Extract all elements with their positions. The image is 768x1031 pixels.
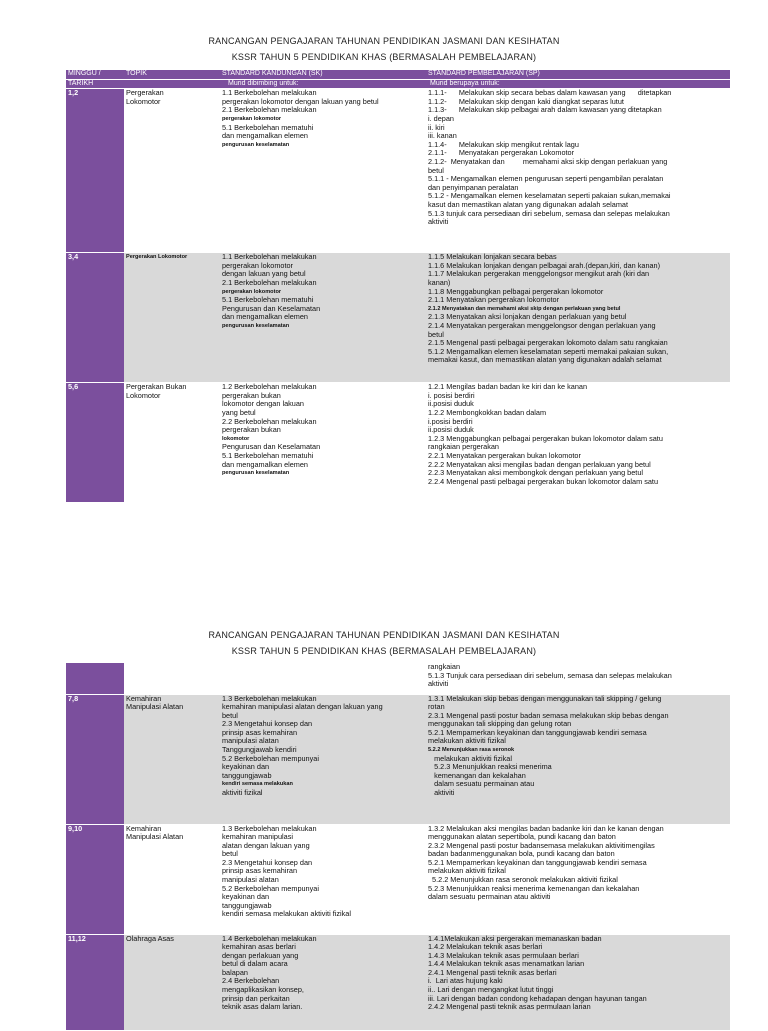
sk-line: kemahiran asas berlari: [222, 942, 296, 952]
week-cell: [66, 89, 124, 253]
week-label: 1,2: [68, 88, 79, 98]
sp-line: aktiviti: [428, 217, 449, 227]
sk-line: balapan: [222, 967, 248, 977]
week-label: 11,12: [68, 934, 86, 943]
table-header-row: [66, 70, 730, 79]
sp-line: memakai kasut, dan memastikan alatan yang digunakan adalah selamat: [428, 355, 662, 365]
header-sp-sub: Murid berupaya untuk:: [426, 79, 730, 89]
sp-line: badan badanmenggunakan bola, pundi kacang dan baton: [428, 849, 615, 859]
sk-line: 5.1 Berkebolehan mematuhi: [222, 450, 314, 460]
sk-line: dengan perlakuan yang: [222, 950, 299, 960]
sp-line: 1.2.2 Membongkokkan badan dalam: [428, 407, 547, 417]
sp-line: menggunakan alatan sepertibola, pundi kacang dan baton: [428, 832, 616, 842]
sp-line: 5.2.3 Menunjukkan reaksi menerima kemenangan dan kekalahan: [428, 883, 640, 893]
sp-line: 1.2.3 Menggabungkan pelbagai pergerakan bukan lokomotor dalam satu: [428, 433, 663, 443]
sk-line: 5.2 Berkebolehan mempunyai: [222, 753, 319, 763]
sp-line: aktiviti: [428, 679, 449, 689]
sk-cell: [220, 694, 426, 824]
sk-cell: [220, 383, 426, 503]
table-row: [66, 383, 730, 503]
sk-line: 5.2 Berkebolehan mempunyai: [222, 883, 319, 893]
sp-line: 2.1.1- Menyatakan pergerakan Lokomotor: [428, 148, 575, 158]
sp-line: melakukan aktiviti fizikal: [428, 736, 506, 746]
sk-line: Pengurusan dan Keselamatan: [222, 442, 321, 452]
sp-line: iii. kanan: [428, 131, 457, 141]
sp-line: dan penyimpanan peralatan: [428, 182, 519, 192]
sk-line: pergerakan lokomotor: [222, 288, 282, 295]
sp-line: 2.2.1 Menyatakan pergerakan bukan lokomotor: [428, 450, 581, 460]
sp-cell: [426, 89, 730, 253]
sk-line: pergerakan lokomotor: [222, 115, 282, 122]
sk-cell: [220, 253, 426, 383]
sp-line: 2.1.3 Menyatakan aksi lonjakan dengan perlakuan yang betul: [428, 312, 627, 322]
topic-line: Lokomotor: [126, 96, 161, 106]
week-cell: [66, 383, 124, 503]
sp-cell: [426, 253, 730, 383]
sp-line: kanan): [428, 277, 451, 287]
page1-title-line1: RANCANGAN PENGAJARAN TAHUNAN PENDIDIKAN JASMANI DAN KESIHATAN: [208, 36, 560, 46]
sk-line: 1.1 Berkebolehan melakukan: [222, 88, 317, 98]
topic-cell: [124, 694, 220, 824]
sp-line: dalam sesuatu permainan atau aktiviti: [428, 892, 551, 902]
sp-line: 1.1.8 Menggabungkan pelbagai pergerakan lokomotor: [428, 286, 604, 296]
page2-title-line2: KSSR TAHUN 5 PENDIDIKAN KHAS (BERMASALAH PEMBELAJARAN): [231, 646, 537, 656]
topic-line: Olahraga Asas: [126, 934, 174, 943]
sk-line: dengan lakuan yang betul: [222, 269, 306, 279]
sp-line: 5.1.3 tunjuk cara persediaan diri sebelum, semasa dan selepas melakukan: [428, 208, 670, 218]
sp-line: 2.1.4 Menyatakan pergerakan menggelongsor dengan perlakuan yang: [428, 320, 656, 330]
sk-line: pergerakan bukan: [222, 425, 281, 435]
sk-line: alatan dengan lakuan yang: [222, 840, 310, 850]
week-label: 5,6: [68, 382, 79, 392]
sk-line: kendiri semasa melakukan: [222, 781, 293, 788]
sp-line: 2.2.4 Mengenal pasti pelbagai pergerakan bukan lokomotor dalam satu: [428, 476, 659, 486]
week-cell: [66, 934, 124, 1030]
sp-line: ii.posisi duduk: [428, 399, 474, 409]
sk-line: 1.1 Berkebolehan melakukan: [222, 252, 317, 262]
sp-line: 2.3.1 Mengenal pasti postur badan semasa melakukan skip bebas dengan: [428, 710, 669, 720]
header-topic: TOPIK: [124, 70, 220, 79]
sk-line: 1.3 Berkebolehan melakukan: [222, 824, 317, 833]
sp-line: melakukan aktiviti fizikal: [428, 753, 512, 763]
sp-line: melakukan aktiviti fizikal: [428, 866, 506, 876]
sp-line: 2.1.1 Menyatakan pergerakan lokomotor: [428, 295, 560, 305]
sp-line: 1.1.1- Melakukan skip secara bebas dalam kawasan yang ditetapkan: [428, 88, 672, 98]
sp-line: 1.1.5 Melakukan lonjakan secara bebas: [428, 252, 557, 262]
sp-line: i. depan: [428, 113, 454, 123]
sp-line: 2.2.3 Menyatakan aksi membongkok dengan perlakuan yang betul: [428, 468, 643, 478]
topic-cell: [124, 663, 220, 694]
sp-line: rangkaian pergerakan: [428, 442, 499, 452]
sp-line: 1.4.3 Melakukan teknik asas permulaan berlari: [428, 950, 579, 960]
sp-line: menggunakan tali skipping dan gelung rotan: [428, 719, 572, 729]
lesson-plan-table-page2: [66, 663, 730, 1031]
topic-line: Pergerakan: [126, 88, 164, 98]
sk-line: kemahiran manipulasi: [222, 832, 293, 842]
sk-line: manipulasi alatan: [222, 736, 279, 746]
sk-line: tanggungjawab: [222, 900, 272, 910]
sp-line: ii.. Lari dengan mengangkat lutut tinggi: [428, 985, 554, 995]
table-row: [66, 89, 730, 253]
sp-line: 2.2.2 Menyatakan aksi mengilas badan dengan perlakuan yang betul: [428, 459, 651, 469]
sp-line: i. posisi berdiri: [428, 390, 475, 400]
sk-line: 1.4 Berkebolehan melakukan: [222, 934, 317, 943]
week-cell: [66, 253, 124, 383]
week-label: 7,8: [68, 694, 79, 703]
topic-cell: [124, 934, 220, 1030]
sp-line: 1.3.2 Melakukan aksi mengilas badan badanke kiri dan ke kanan dengan: [428, 824, 664, 833]
page2-title-line1: RANCANGAN PENGAJARAN TAHUNAN PENDIDIKAN JASMANI DAN KESIHATAN: [208, 630, 560, 640]
week-cell: [66, 694, 124, 824]
topic-line: Pergerakan Lokomotor: [126, 254, 188, 261]
sp-line: 1.3.1 Melakukan skip bebas dengan menggunakan tali skipping / gelung: [428, 694, 662, 703]
sp-line: 2.1.2- Menyatakan dan memahami aksi skip dengan perlakuan yang: [428, 156, 668, 166]
sp-line: i. Lari atas hujung kaki: [428, 976, 503, 986]
sk-line: yang betul: [222, 407, 256, 417]
sp-line: 5.2.1 Mempamerkan keyakinan dan tanggungjawab kendiri semasa: [428, 727, 647, 737]
sp-line: 1.1.2- Melakukan skip dengan kaki diangkat separas lutut: [428, 96, 624, 106]
sp-cell: [426, 934, 730, 1030]
header-sk-sub: Murid dibimbing untuk:: [220, 79, 426, 89]
topic-line: Kemahiran: [126, 694, 162, 703]
table-row: [66, 253, 730, 383]
sk-line: teknik asas dalam larian.: [222, 1002, 303, 1012]
sp-line: betul: [428, 329, 444, 339]
sp-line: 5.1.3 Tunjuk cara persediaan diri sebelum, semasa dan selepas melakukan: [428, 670, 672, 680]
sp-cell: [426, 824, 730, 934]
sk-line: 2.2 Berkebolehan melakukan: [222, 416, 317, 426]
table-row: [66, 934, 730, 1030]
sp-line: 5.2.1 Mempamerkan keyakinan dan tanggungjawab kendiri semasa: [428, 857, 647, 867]
sk-line: betul: [222, 710, 238, 720]
sp-line: 1.2.1 Mengilas badan badan ke kiri dan ke kanan: [428, 382, 588, 392]
sk-line: tanggungjawab: [222, 770, 272, 780]
sk-line: aktiviti fizikal: [222, 788, 263, 798]
topic-cell: [124, 824, 220, 934]
sp-line: 2.1.2 Menyatakan dan memahami aksi skip dengan perlakuan yang betul: [428, 305, 621, 312]
sp-line: i.posisi berdiri: [428, 416, 473, 426]
sp-line: dalam sesuatu permainan atau: [428, 779, 535, 789]
header-sp: STANDARD PEMBELAJARAN (SP): [426, 70, 730, 79]
topic-cell: [124, 383, 220, 503]
sp-line: 5.2.2 Menunjukkan rasa seronok melakukan aktiviti fizikal: [428, 875, 618, 885]
sp-line: 1.1.4- Melakukan skip mengikut rentak lagu: [428, 139, 579, 149]
sp-line: kasut dan memastikan alatan yang digunakan adalah selamat: [428, 199, 628, 209]
sp-line: 5.2.2 Menunjukkan rasa seronok: [428, 747, 515, 754]
sk-line: dan mengamalkan elemen: [222, 131, 308, 141]
sk-line: lokomotor dengan lakuan: [222, 399, 304, 409]
sp-line: aktiviti: [428, 788, 455, 798]
sp-line: 2.4.1 Mengenal pasti teknik asas berlari: [428, 967, 557, 977]
sp-line: 1.1.3- Melakukan skip pelbagai arah dalam kawasan yang ditetapkan: [428, 105, 662, 115]
sk-line: Pengurusan dan Keselamatan: [222, 303, 321, 313]
sk-line: keyakinan dan: [222, 892, 270, 902]
topic-cell: [124, 89, 220, 253]
sk-line: 5.1 Berkebolehan mematuhi: [222, 122, 314, 132]
week-cell: [66, 663, 124, 694]
topic-line: Pergerakan Bukan: [126, 382, 187, 392]
week-cell: [66, 824, 124, 934]
sk-line: prinsip asas kemahiran: [222, 727, 298, 737]
sk-line: 2.1 Berkebolehan melakukan: [222, 105, 317, 115]
sp-cell: [426, 694, 730, 824]
sp-line: rotan: [428, 702, 445, 712]
sk-line: lokomotor: [222, 435, 250, 442]
sp-line: 1.1.7 Melakukan pergerakan menggelongsor mengikut arah (kiri dan: [428, 269, 650, 279]
sp-line: iii. Lari dengan badan condong kehadapan dengan hayunan tangan: [428, 993, 647, 1003]
sk-line: kendiri semasa melakukan aktiviti fizikal: [222, 909, 351, 919]
topic-line: Manipulasi Alatan: [126, 832, 184, 842]
sk-line: prinsip dan perkaitan: [222, 993, 290, 1003]
header-date: TARIKH: [66, 79, 124, 89]
sk-line: pergerakan bukan: [222, 390, 281, 400]
sp-line: kemenangan dan kekalahan: [428, 770, 526, 780]
sk-line: betul: [222, 849, 238, 859]
sk-line: 5.1 Berkebolehan mematuhi: [222, 295, 314, 305]
sp-line: ii. kiri: [428, 122, 445, 132]
week-label: 3,4: [68, 252, 79, 262]
sk-line: prinsip asas kemahiran: [222, 866, 298, 876]
sk-line: 2.3 Mengetahui konsep dan: [222, 719, 313, 729]
table-row: [66, 663, 730, 694]
sk-line: kemahiran manipulasi alatan dengan lakuan yang: [222, 702, 383, 712]
table-row: [66, 824, 730, 934]
sk-line: pergerakan lokomotor dengan lakuan yang betul: [222, 96, 379, 106]
sk-line: 1.2 Berkebolehan melakukan: [222, 382, 317, 392]
sk-line: betul di dalam acara: [222, 959, 288, 969]
sk-line: dan mengamalkan elemen: [222, 459, 308, 469]
sk-line: keyakinan dan: [222, 762, 270, 772]
sp-line: 1.4.4 Melakukan teknik asas menamatkan larian: [428, 959, 585, 969]
topic-line: Manipulasi Alatan: [126, 702, 184, 712]
header-topic-blank: [124, 79, 220, 89]
sp-line: rangkaian: [428, 663, 461, 671]
sk-line: pengurusan keselamatan: [222, 322, 290, 329]
table-subheader-row: [66, 79, 730, 89]
sp-line: 1.4.1Melakukan aksi pergerakan memanaskan badan: [428, 934, 602, 943]
sp-line: ii.posisi duduk: [428, 425, 474, 435]
sk-cell: [220, 934, 426, 1030]
sk-line: pengurusan keselamatan: [222, 470, 290, 477]
header-week: MINGGU /: [66, 70, 124, 79]
sp-line: 1.1.6 Melakukan lonjakan dengan pelbagai arah.(depan,kiri, dan kanan): [428, 260, 661, 270]
topic-cell: [124, 253, 220, 383]
sp-line: 2.1.5 Mengenal pasti pelbagai pergerakan lokomoto dalam satu rangkaian: [428, 338, 668, 348]
sk-cell: [220, 663, 426, 694]
topic-line: Kemahiran: [126, 824, 162, 833]
sk-line: dan mengamalkan elemen: [222, 312, 308, 322]
header-sk: STANDARD KANDUNGAN (SK): [220, 70, 426, 79]
sp-cell: [426, 383, 730, 503]
sp-line: 2.4.2 Mengenal pasti teknik asas permulaan larian: [428, 1002, 591, 1012]
sk-line: 2.3 Mengetahui konsep dan: [222, 857, 313, 867]
sp-line: betul: [428, 165, 444, 175]
sp-line: 1.4.2 Melakukan teknik asas berlari: [428, 942, 543, 952]
sp-line: 5.2.3 Menunjukkan reaksi menerima: [428, 762, 552, 772]
lesson-plan-table-page1: [66, 70, 730, 503]
sk-line: mengaplikasikan konsep,: [222, 985, 304, 995]
week-label: 9,10: [68, 824, 83, 833]
sk-line: 2.1 Berkebolehan melakukan: [222, 277, 317, 287]
sp-cell: [426, 663, 730, 694]
sk-line: 2.4 Berkebolehan: [222, 976, 280, 986]
sp-line: 5.1.1 - Mengamalkan elemen pengurusan seperti pengambilan peralatan: [428, 174, 664, 184]
topic-line: Lokomotor: [126, 390, 161, 400]
table-row: [66, 694, 730, 824]
sk-line: Tanggungjawab kendiri: [222, 745, 297, 755]
sk-line: pengurusan keselamatan: [222, 141, 290, 148]
sk-line: pergerakan lokomotor: [222, 260, 293, 270]
sp-line: 5.1.2 - Mengamalkan elemen keselamatan seperti pakaian sukan,memakai: [428, 191, 671, 201]
sp-line: 2.3.2 Mengenal pasti postur badansemasa melakukan aktivitimengilas: [428, 840, 655, 850]
sk-line: 1.3 Berkebolehan melakukan: [222, 694, 317, 703]
sk-line: manipulasi alatan: [222, 875, 279, 885]
sp-line: 5.1.2 Mengamalkan elemen keselamatan seperti memakai pakaian sukan,: [428, 346, 669, 356]
sk-cell: [220, 824, 426, 934]
page1-title-line2: KSSR TAHUN 5 PENDIDIKAN KHAS (BERMASALAH PEMBELAJARAN): [231, 52, 537, 62]
sk-cell: [220, 89, 426, 253]
